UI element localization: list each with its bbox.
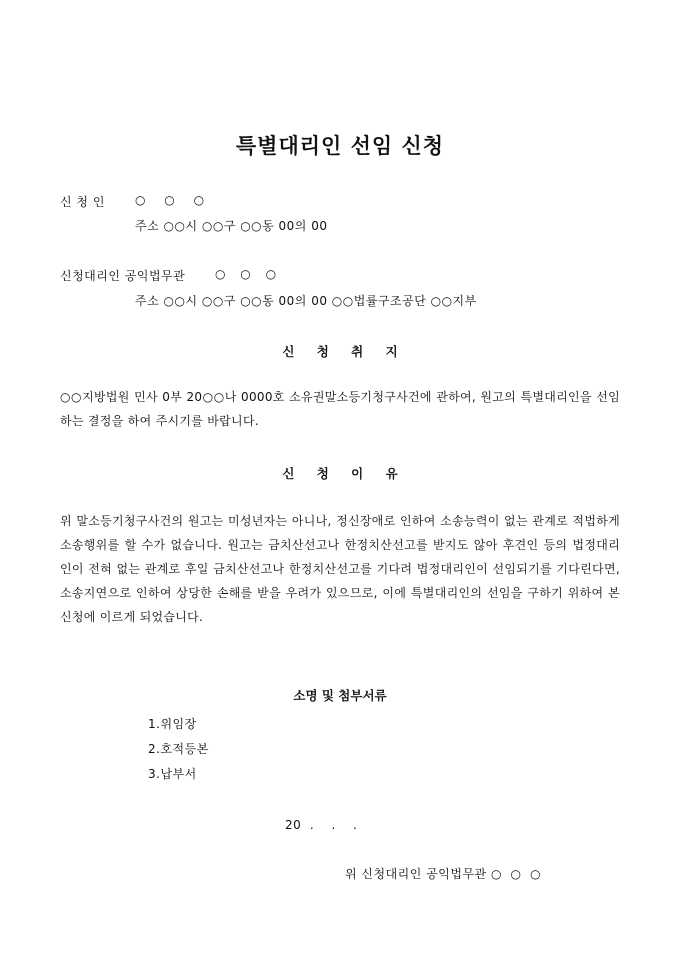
purpose-text: ○○지방법원 민사 0부 20○○나 0000호 소유권말소등기청구사건에 관하여, 원고의 특별대리인을 선임하는 결정을 하여 주시기를 바랍니다.	[60, 390, 620, 428]
filing-date: 20 . . .	[285, 818, 358, 832]
attachments-heading: 소명 및 첨부서류	[293, 688, 387, 703]
agent-label: 신청대리인 공익법무관	[60, 269, 186, 283]
signature-line: 위 신청대리인 공익법무관 ○ ○ ○	[345, 867, 542, 881]
applicant-name: ○ ○ ○	[135, 193, 205, 207]
applicant-address: 주소 ○○시 ○○구 ○○동 00의 00	[135, 219, 328, 233]
attachment-item: 3.납부서	[148, 767, 197, 781]
agent-address: 주소 ○○시 ○○구 ○○동 00의 00 ○○법률구조공단 ○○지부	[135, 294, 477, 308]
attachment-item: 1.위임장	[148, 717, 197, 731]
reason-heading: 신 청 이 유	[282, 466, 398, 481]
applicant-label: 신 청 인	[60, 195, 105, 209]
reason-text: 위 말소등기청구사건의 원고는 미성년자는 아니나, 정신장애로 인하여 소송능력이 없는 관계로 적법하게 소송행위를 할 수가 없습니다. 원고는 금치산선고나 한정치산선고를 받지도 않아 후견인 등의 법정대리인이 전혀 없는 관계로 후일 금치산선고나 한정치산선고를 기다려 법정대리인이 선임되기를 기다린다면, 소송지연으로 인하여 상당한 손해를 받을 우려가 있으므로, 이에 특별대리인의 선임을 구하기 위하여 본 신청에 이르게 되었습니다.	[60, 514, 620, 624]
purpose-heading: 신 청 취 지	[282, 344, 398, 359]
attachment-item: 2.호적등본	[148, 742, 209, 756]
agent-name: ○ ○ ○	[215, 267, 277, 281]
document-title: 특별대리인 선임 신청	[235, 133, 445, 158]
